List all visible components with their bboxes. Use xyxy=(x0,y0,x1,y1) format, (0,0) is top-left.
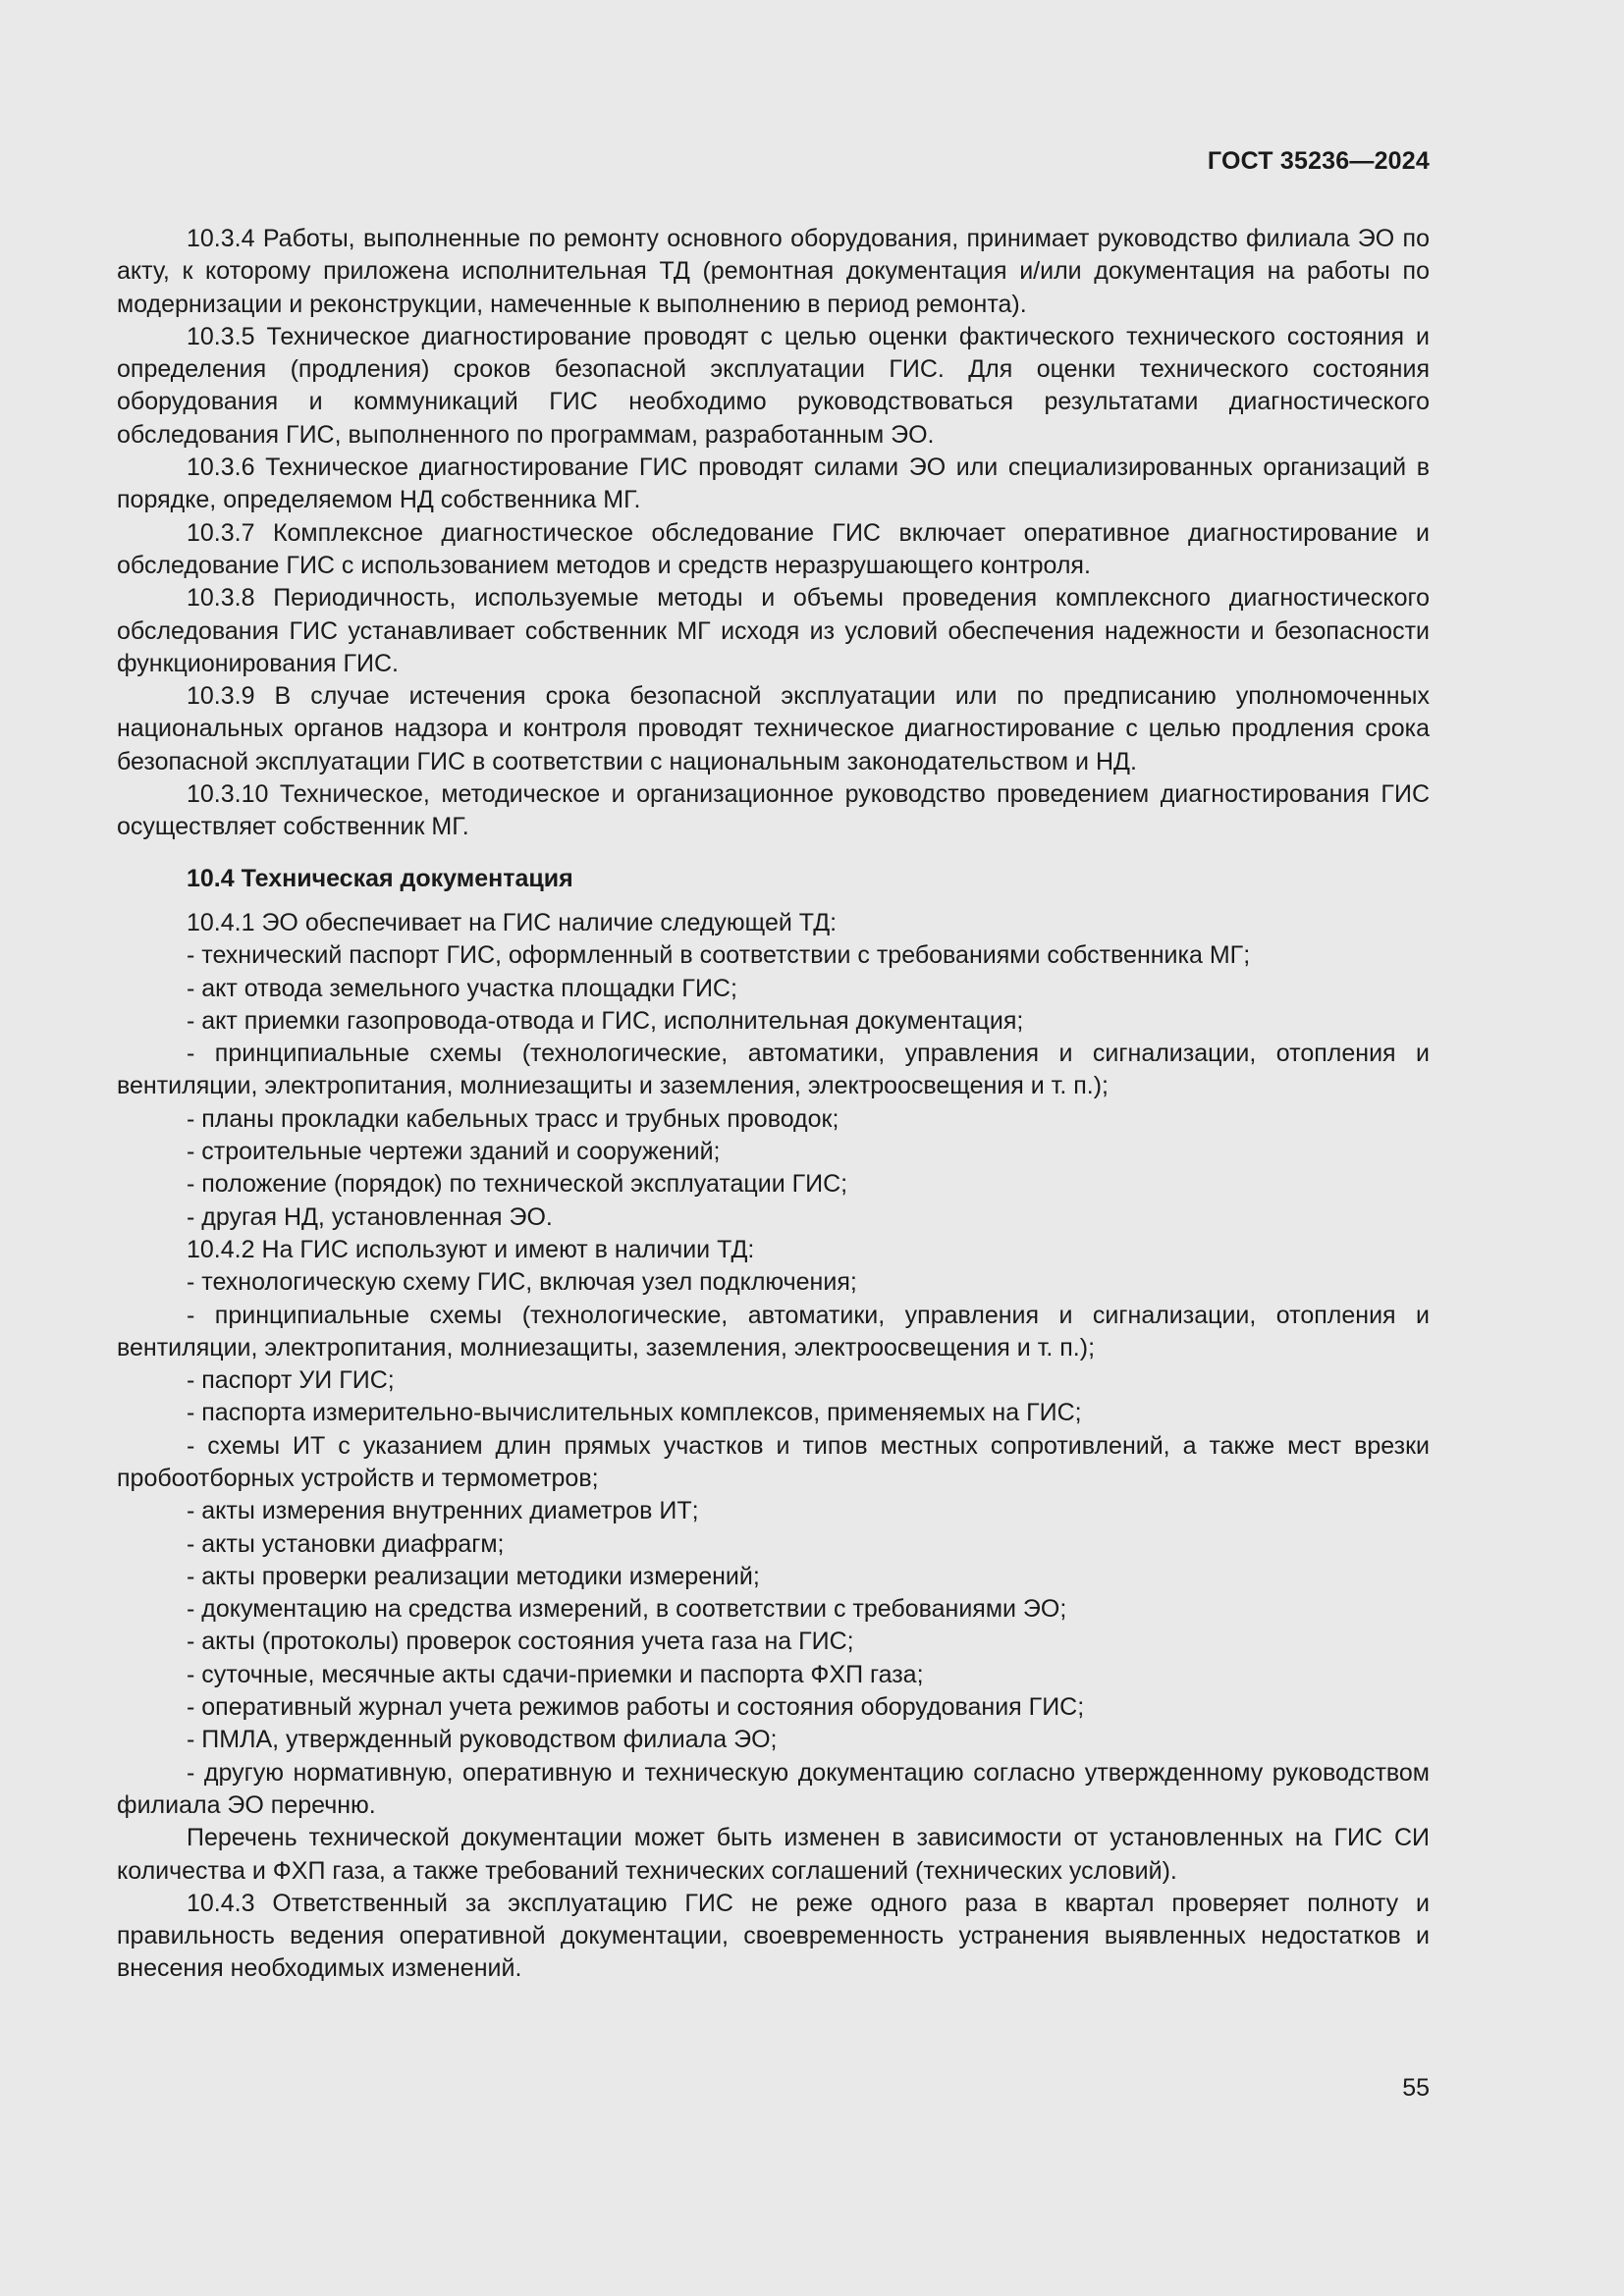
paragraph-10-4-2: 10.4.2 На ГИС используют и имеют в наличии ТД: xyxy=(187,1235,755,1263)
paragraph-10-3-8: 10.3.8 Периодичность, используемые методы и объемы проведения комплексного диагностического обследования ГИС устанавливает собственник МГ исходя из условий обеспечения надежности и безопасности функционирования ГИС. xyxy=(117,584,1430,677)
list-item: - акты проверки реализации методики измерений; xyxy=(187,1562,760,1590)
list-item: - документацию на средства измерений, в соответствии с требованиями ЭО; xyxy=(187,1595,1067,1624)
paragraph-10-3-6: 10.3.6 Техническое диагностирование ГИС проводят силами ЭО или специализированных организаций в порядке, определяемом НД собственника МГ. xyxy=(117,454,1430,514)
list-item: - другую нормативную, оперативную и техническую документацию согласно утвержденному руководством филиала ЭО перечню. xyxy=(117,1758,1430,1819)
list-item: - положение (порядок) по технической эксплуатации ГИС; xyxy=(187,1170,848,1199)
paragraph-10-3-10: 10.3.10 Техническое, методическое и организационное руководство проведением диагностирования ГИС осуществляет собственник МГ. xyxy=(117,780,1430,841)
paragraph-10-3-7: 10.3.7 Комплексное диагностическое обследование ГИС включает оперативное диагностирование и обследование ГИС с использованием методов и средств неразрушающего контроля. xyxy=(117,518,1430,579)
list-item: - акт приемки газопровода-отвода и ГИС, исполнительная документация; xyxy=(187,1006,1024,1035)
list-item: - суточные, месячные акты сдачи-приемки и паспорта ФХП газа; xyxy=(187,1660,924,1688)
list-item: - другая НД, установленная ЭО. xyxy=(187,1202,553,1231)
section-heading-10-4: 10.4 Техническая документация xyxy=(187,864,573,892)
list-item: - акты установки диафрагм; xyxy=(187,1529,505,1558)
list-item: - принципиальные схемы (технологические, автоматики, управления и сигнализации, отопления и вентиляции, электропитания, молниезащиты, заземления, электроосвещения и т. п.); xyxy=(117,1301,1430,1362)
paragraph-10-3-4: 10.3.4 Работы, выполненные по ремонту основного оборудования, принимает руководство филиала ЭО по акту, к которому приложена исполнительная ТД (ремонтная документация и/или документация на работы по модернизации и реконструкции, намеченные к выполнению в период ремонта). xyxy=(117,225,1430,318)
list-item: - технический паспорт ГИС, оформленный в соответствии с требованиями собственника МГ; xyxy=(187,941,1251,970)
list-item: - планы прокладки кабельных трасс и трубных проводок; xyxy=(187,1104,839,1133)
list-item: - акты измерения внутренних диаметров ИТ; xyxy=(187,1497,699,1525)
paragraph-10-3-5: 10.3.5 Техническое диагностирование проводят с целью оценки фактического технического состояния и определения (продления) сроков безопасной эксплуатации ГИС. Для оценки технического состояния оборудования и коммуникаций ГИС необходимо руководствоваться результатами диагностического обследования ГИС, выполненного по программам, разработанным ЭО. xyxy=(117,322,1430,449)
list-item: - паспорта измерительно-вычислительных комплексов, применяемых на ГИС; xyxy=(187,1399,1082,1427)
paragraph-10-4-3: 10.4.3 Ответственный за эксплуатацию ГИС не реже одного раза в квартал проверяет полноту и правильность ведения оперативной документации, своевременность устранения выявленных недостатков и внесения необходимых изменений. xyxy=(117,1889,1430,1983)
list-item: - технологическую схему ГИС, включая узел подключения; xyxy=(187,1268,857,1297)
list-item: - паспорт УИ ГИС; xyxy=(187,1366,395,1395)
list-item: - акт отвода земельного участка площадки ГИС; xyxy=(187,974,737,1002)
list-item: - строительные чертежи зданий и сооружений; xyxy=(187,1138,721,1166)
paragraph-list-note: Перечень технической документации может быть изменен в зависимости от установленных на ГИС СИ количества и ФХП газа, а также требований технических соглашений (технических условий). xyxy=(117,1824,1430,1885)
list-item: - оперативный журнал учета режимов работы и состояния оборудования ГИС; xyxy=(187,1693,1085,1722)
paragraph-10-3-9: 10.3.9 В случае истечения срока безопасной эксплуатации или по предписанию уполномоченных национальных органов надзора и контроля проводят техническое диагностирование с целью продления срока безопасной эксплуатации ГИС в соответствии с национальным законодательством и НД. xyxy=(117,682,1430,775)
list-item: - акты (протоколы) проверок состояния учета газа на ГИС; xyxy=(187,1628,854,1656)
paragraph-10-4-1: 10.4.1 ЭО обеспечивает на ГИС наличие следующей ТД: xyxy=(187,908,838,936)
list-item: - схемы ИТ с указанием длин прямых участков и типов местных сопротивлений, а также мест врезки пробоотборных устройств и термометров; xyxy=(117,1431,1430,1492)
document-body xyxy=(117,223,1430,1986)
document-header: ГОСТ 35236—2024 xyxy=(1207,147,1430,175)
page-number: 55 xyxy=(1402,2074,1430,2102)
list-item: - ПМЛА, утвержденный руководством филиала ЭО; xyxy=(187,1726,778,1754)
list-item: - принципиальные схемы (технологические, автоматики, управления и сигнализации, отопления и вентиляции, электропитания, молниезащиты и заземления, электроосвещения и т. п.); xyxy=(117,1040,1430,1100)
